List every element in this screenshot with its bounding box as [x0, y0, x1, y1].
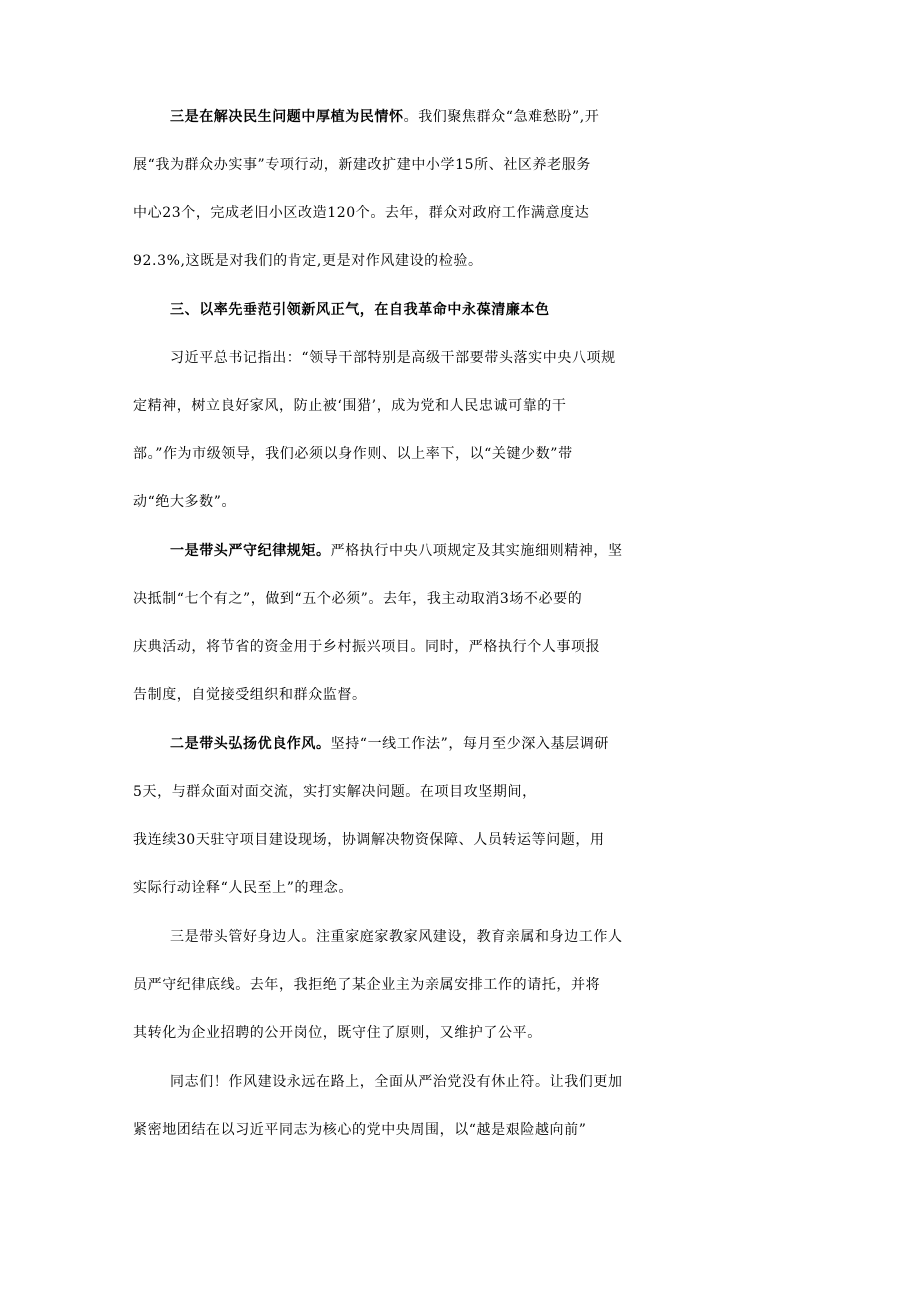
text-line — [170, 922, 920, 952]
text-run: 坚持“一线工作法”，每月至少深入基层调研 — [330, 736, 609, 752]
text-run: 严格执行中央八项规定及其实施细则精神，坚 — [330, 543, 623, 559]
bold-run: 一是带头严守纪律规矩。 — [170, 543, 331, 559]
text-line — [133, 246, 920, 276]
text-line — [133, 487, 920, 517]
text-line — [133, 150, 920, 180]
bold-run: 三、以率先垂范引领新风正气，在自我革命中永葆清廉本色 — [170, 302, 550, 318]
text-line — [133, 680, 920, 710]
text-line — [170, 295, 920, 325]
bold-run: 二是带头弘扬优良作风。 — [170, 736, 331, 752]
text-run: 展“我为群众办实事”专项行动，新建改扩建中小学15所、社区养老服务 — [133, 157, 591, 173]
text-run: 同志们！作风建设永远在路上，全面从严治党没有休止符。让我们更加 — [170, 1074, 623, 1090]
text-line — [170, 1067, 920, 1097]
text-run: 动“绝大多数”。 — [133, 494, 237, 510]
text-line — [170, 343, 920, 373]
text-line — [133, 439, 920, 469]
text-run: 92.3%,这既是对我们的肯定,更是对作风建设的检验。 — [133, 253, 483, 269]
text-run: 庆典活动，将节省的资金用于乡村振兴项目。同时，严格执行个人事项报 — [133, 639, 601, 655]
text-run: 决抵制“七个有之”，做到“五个必须”。去年，我主动取消3场不必要的 — [133, 591, 583, 607]
text-line — [133, 777, 920, 807]
text-run: 5天，与群众面对面交流，实打实解决问题。在项目攻坚期间， — [133, 784, 537, 800]
text-run: 定精神，树立良好家风，防止被‘围猎’，成为党和人民忠诚可靠的干 — [133, 398, 567, 414]
text-line — [133, 1018, 920, 1048]
text-run: 习近平总书记指出：“领导干部特别是高级干部要带头落实中央八项规 — [170, 350, 616, 366]
text-line — [133, 873, 920, 903]
bold-run: 三是在解决民生问题中厚植为民情怀 — [170, 109, 404, 125]
text-run: 员严守纪律底线。去年，我拒绝了某企业主为亲属安排工作的请托，并将 — [133, 977, 601, 993]
text-line — [170, 729, 920, 759]
text-line — [170, 102, 920, 132]
text-line — [133, 198, 920, 228]
text-line — [133, 391, 920, 421]
text-line — [133, 825, 920, 855]
text-run: 紧密地团结在以习近平同志为核心的党中央周围，以“越是艰险越向前” — [133, 1122, 587, 1138]
text-run: 中心23个，完成老旧小区改造120个。去年，群众对政府工作满意度达 — [133, 205, 590, 221]
text-line — [133, 1115, 920, 1145]
text-line — [170, 536, 920, 566]
text-line — [133, 584, 920, 614]
text-run: 。我们聚焦群众“急难愁盼”,开 — [403, 109, 600, 125]
text-run: 实际行动诠释“人民至上”的理念。 — [133, 880, 353, 896]
text-line — [133, 970, 920, 1000]
text-run: 部。”作为市级领导，我们必须以身作则、以上率下，以“关键少数”带 — [133, 446, 573, 462]
text-run: 我连续30天驻守项目建设现场，协调解决物资保障、人员转运等问题，用 — [133, 832, 605, 848]
text-run: 三是带头管好身边人。注重家庭家教家风建设，教育亲属和身边工作人 — [170, 929, 623, 945]
text-run: 告制度，自觉接受组织和群众监督。 — [133, 687, 367, 703]
text-line — [133, 632, 920, 662]
text-run: 其转化为企业招聘的公开岗位，既守住了原则，又维护了公平。 — [133, 1025, 542, 1041]
